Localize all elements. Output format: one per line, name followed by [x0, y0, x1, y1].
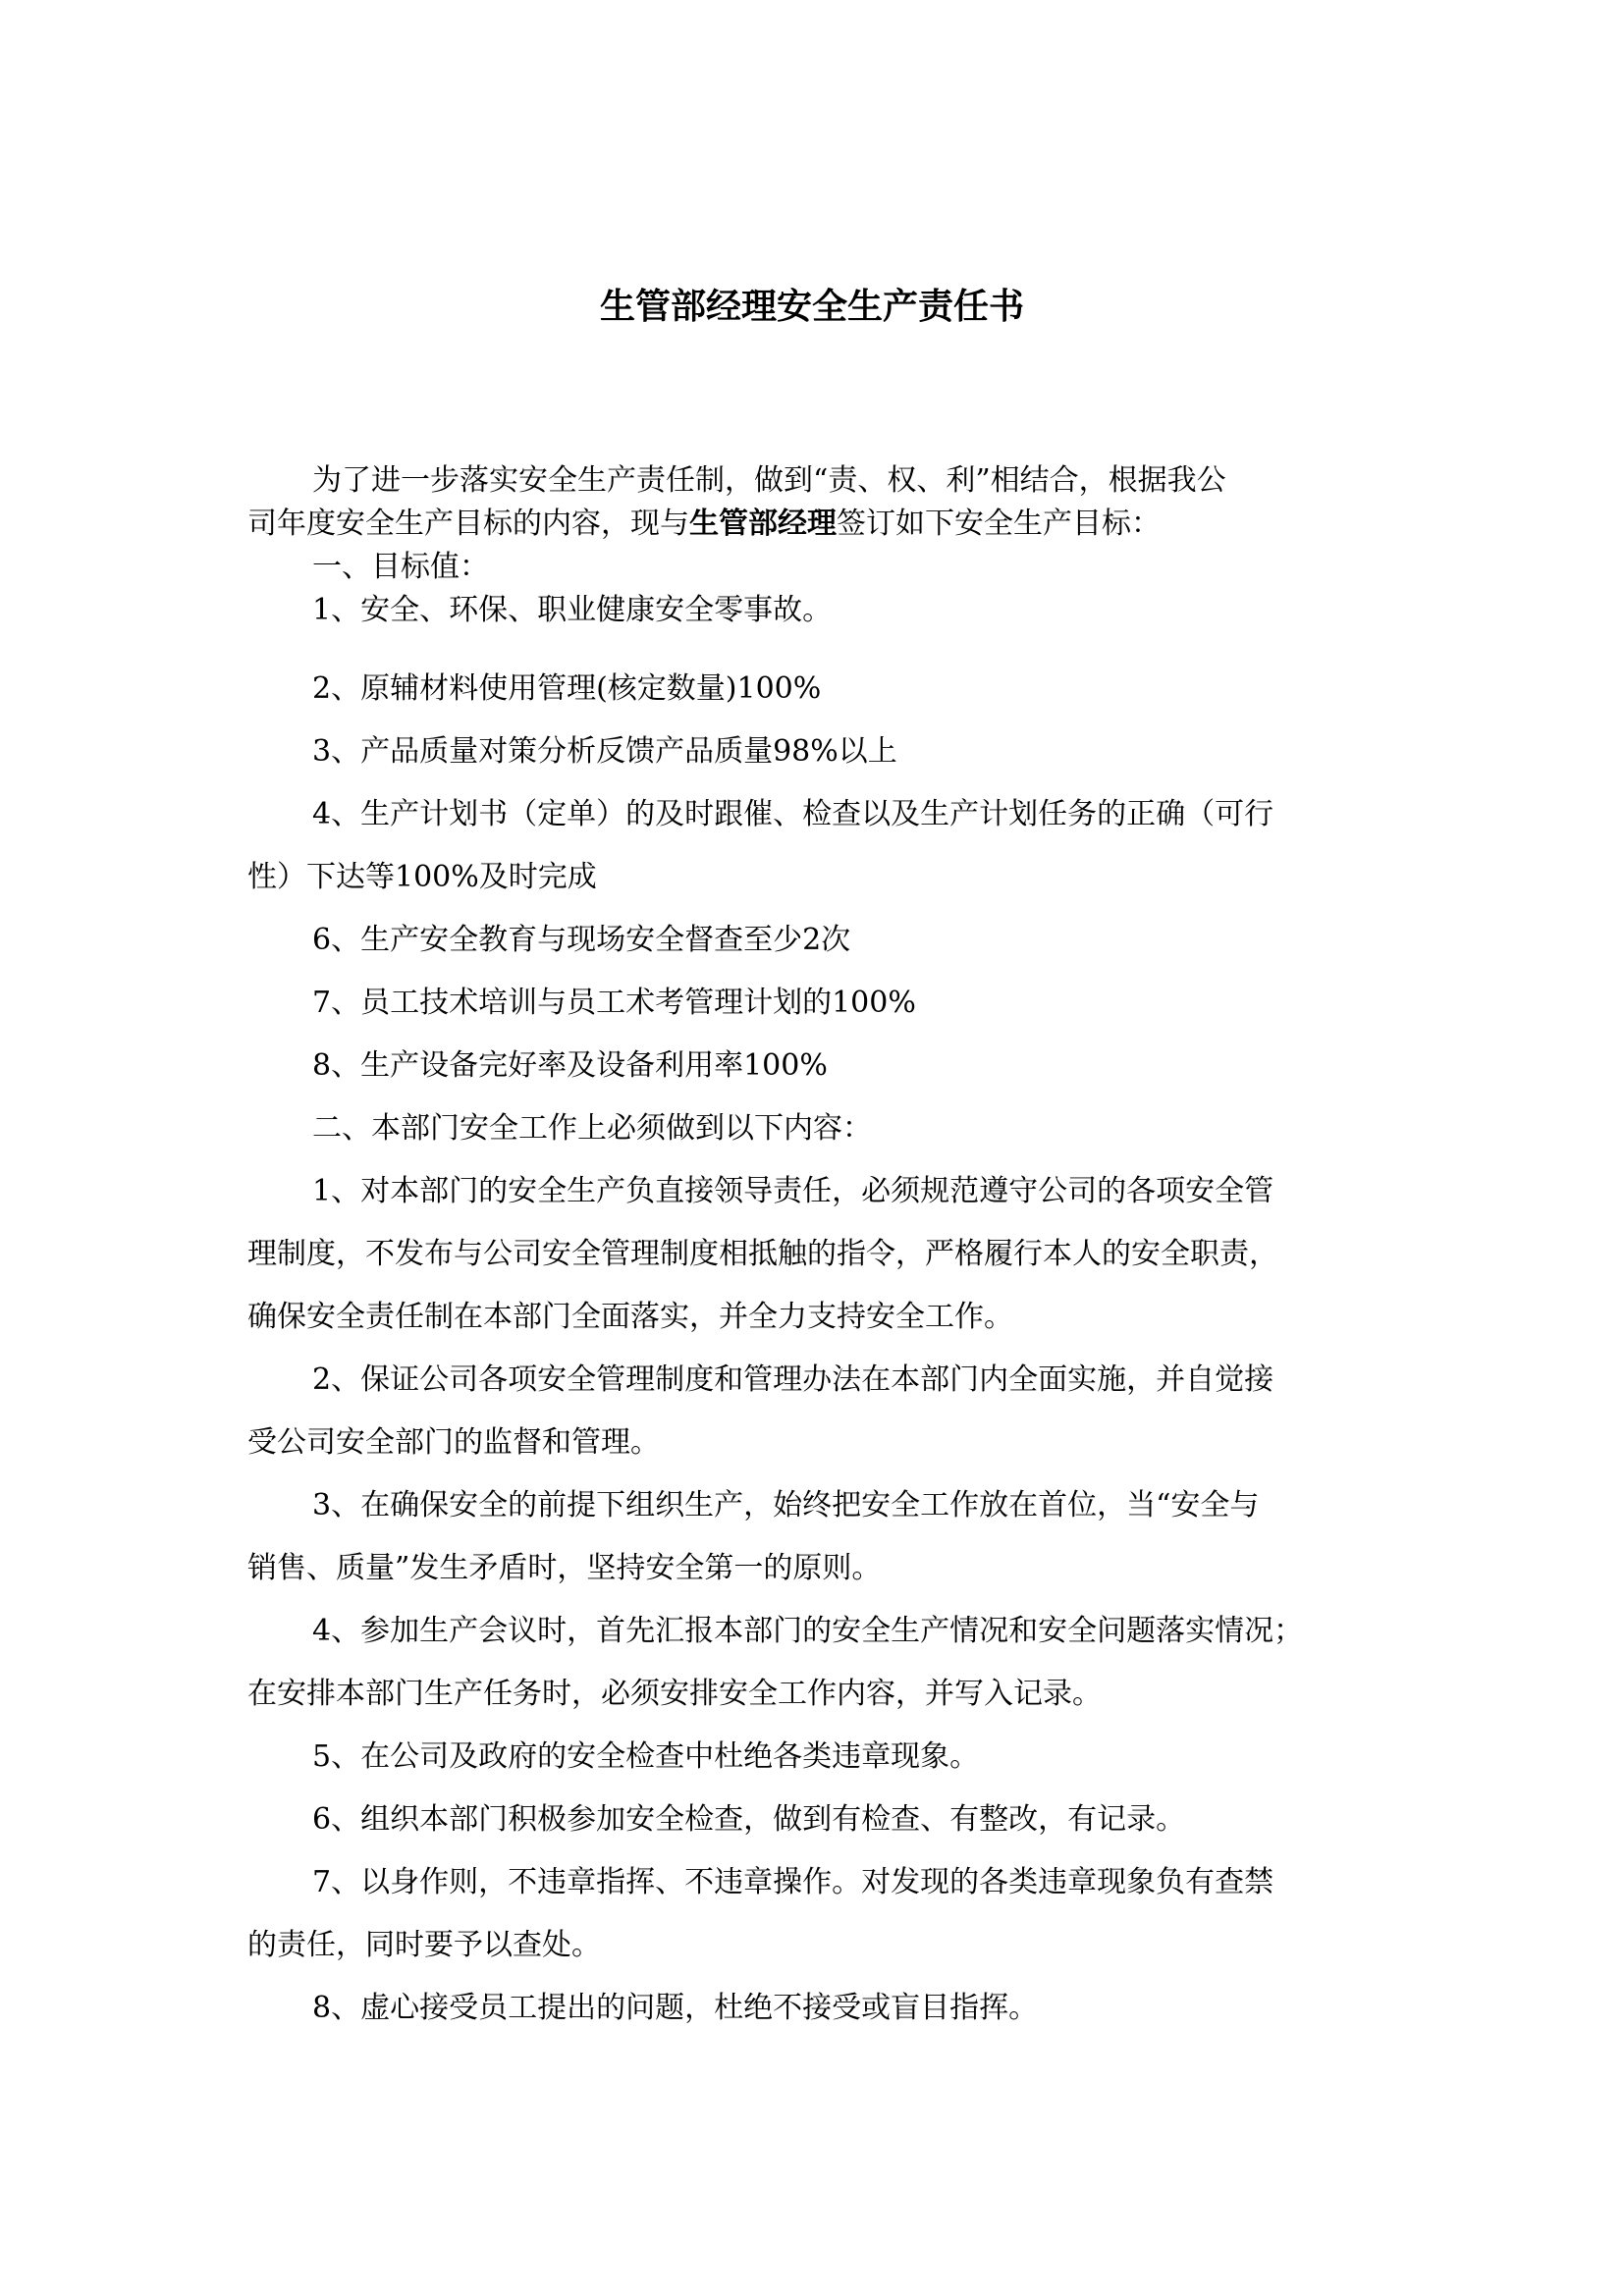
- duty-item-7-line-1: 7、以身作则，不违章指挥、不违章操作。对发现的各类违章现象负有查禁: [312, 1865, 1274, 1899]
- duty-item-7-line-2: 的责任，同时要予以查处。: [247, 1928, 601, 1962]
- duty-item-4-line-2: 在安排本部门生产任务时，必须安排安全工作内容，并写入记录。: [247, 1677, 1102, 1711]
- duty-item-1-line-3: 确保安全责任制在本部门全面落实，并全力支持安全工作。: [247, 1300, 1013, 1334]
- target-item-3: 3、产品质量对策分析反馈产品质量98%以上: [312, 734, 897, 769]
- duty-item-2-line-2: 受公司安全部门的监督和管理。: [247, 1425, 660, 1460]
- section1-heading: 一、目标值：: [312, 550, 489, 584]
- intro-line-2-pre: 司年度安全生产目标的内容，现与: [247, 507, 689, 541]
- target-item-2: 2、原辅材料使用管理(核定数量)100%: [312, 671, 822, 706]
- target-item-4-line-2: 性）下达等100%及时完成: [247, 860, 597, 894]
- duty-item-3-line-1: 3、在确保安全的前提下组织生产，始终把安全工作放在首位，当“安全与: [312, 1488, 1260, 1522]
- duty-item-1-line-2: 理制度，不发布与公司安全管理制度相抵触的指令，严格履行本人的安全职责，: [247, 1237, 1278, 1271]
- section2-heading: 二、本部门安全工作上必须做到以下内容：: [312, 1111, 872, 1146]
- target-item-1: 1、安全、环保、职业健康安全零事故。: [312, 593, 833, 627]
- duty-item-6: 6、组织本部门积极参加安全检查，做到有检查、有整改，有记录。: [312, 1802, 1186, 1837]
- target-item-4-line-1: 4、生产计划书（定单）的及时跟催、检查以及生产计划任务的正确（可行: [312, 797, 1274, 831]
- document-title: 生管部经理安全生产责任书: [599, 287, 1024, 327]
- target-item-6: 6、生产安全教育与现场安全督查至少2次: [312, 923, 851, 957]
- duty-item-1-line-1: 1、对本部门的安全生产负直接领导责任，必须规范遵守公司的各项安全管: [312, 1174, 1274, 1208]
- intro-line-1: 为了进一步落实安全生产责任制，做到“责、权、利”相结合，根据我公: [312, 463, 1226, 498]
- intro-line-2: [247, 503, 1161, 546]
- duty-item-2-line-1: 2、保证公司各项安全管理制度和管理办法在本部门内全面实施，并自觉接: [312, 1362, 1274, 1397]
- intro-line-2-post: 签订如下安全生产目标：: [837, 507, 1161, 541]
- target-item-8: 8、生产设备完好率及设备利用率100%: [312, 1048, 828, 1083]
- duty-item-8: 8、虚心接受员工提出的问题，杜绝不接受或盲目指挥。: [312, 1991, 1039, 2025]
- duty-item-5: 5、在公司及政府的安全检查中杜绝各类违章现象。: [312, 1739, 980, 1774]
- target-item-7: 7、员工技术培训与员工术考管理计划的100%: [312, 986, 916, 1020]
- duty-item-3-line-2: 销售、质量”发生矛盾时，坚持安全第一的原则。: [247, 1551, 882, 1585]
- signatory-name: 生管部经理: [689, 507, 837, 541]
- duty-item-4-line-1: 4、参加生产会议时，首先汇报本部门的安全生产情况和安全问题落实情况；: [312, 1614, 1304, 1648]
